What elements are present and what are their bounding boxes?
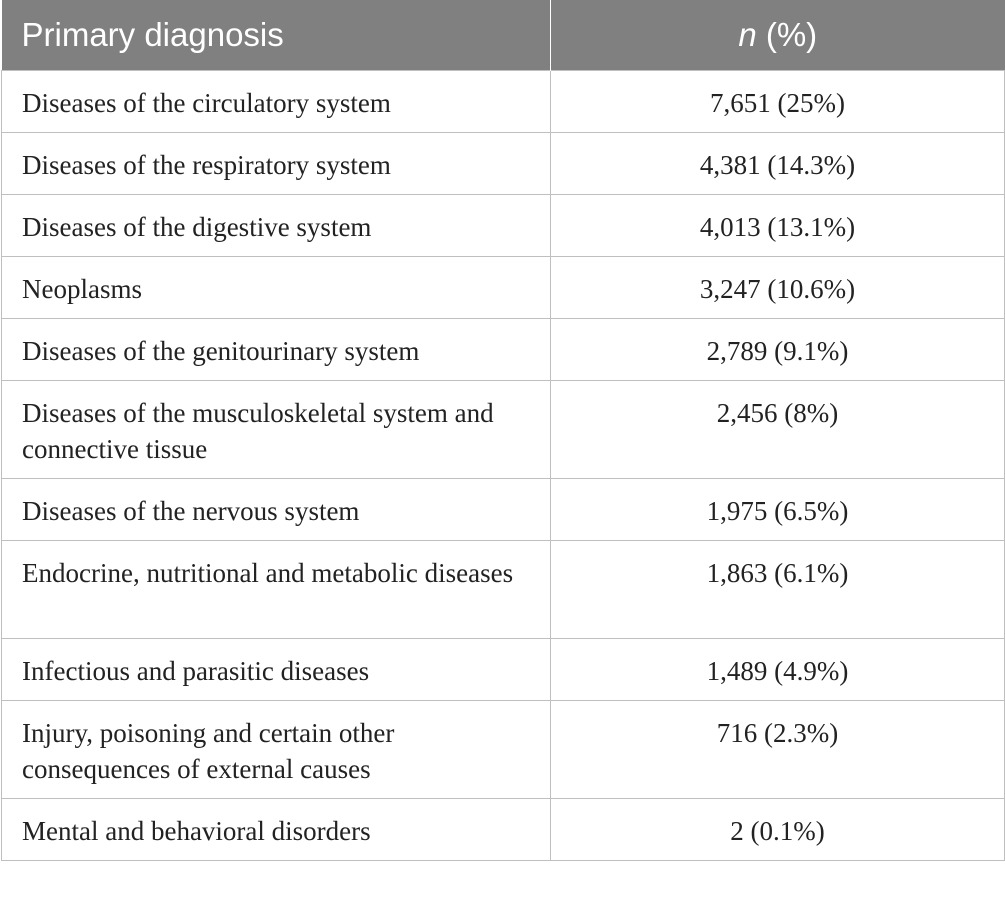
table-row [2, 319, 1005, 381]
header-n-percent [551, 0, 1005, 71]
diagnosis-cell: Infectious and parasitic diseases [2, 639, 551, 701]
header-row [2, 0, 1005, 71]
diagnosis-cell: Diseases of the nervous system [2, 479, 551, 541]
count-percent-cell: 4,013 (13.1%) [551, 195, 1005, 257]
table-row [2, 195, 1005, 257]
count-percent-cell: 4,381 (14.3%) [551, 133, 1005, 195]
diagnosis-cell: Neoplasms [2, 257, 551, 319]
count-percent-cell: 716 (2.3%) [551, 701, 1005, 799]
table-row [2, 381, 1005, 479]
table-header [2, 0, 1005, 71]
count-percent-cell: 1,975 (6.5%) [551, 479, 1005, 541]
header-n-symbol: n [738, 16, 757, 53]
table-row [2, 133, 1005, 195]
diagnosis-cell: Injury, poisoning and certain other consequences of external causes [2, 701, 551, 799]
table-row [2, 71, 1005, 133]
diagnosis-cell: Mental and behavioral disorders [2, 799, 551, 861]
table-row [2, 701, 1005, 799]
header-primary-diagnosis: Primary diagnosis [2, 0, 551, 71]
diagnosis-cell: Diseases of the genitourinary system [2, 319, 551, 381]
diagnosis-cell: Diseases of the digestive system [2, 195, 551, 257]
header-percent-label: (%) [756, 16, 818, 53]
count-percent-cell: 2,456 (8%) [551, 381, 1005, 479]
diagnosis-table [1, 0, 1005, 861]
table-row [2, 799, 1005, 861]
count-percent-cell: 1,489 (4.9%) [551, 639, 1005, 701]
table-body [2, 71, 1005, 861]
table-row [2, 639, 1005, 701]
count-percent-cell: 7,651 (25%) [551, 71, 1005, 133]
count-percent-cell: 3,247 (10.6%) [551, 257, 1005, 319]
diagnosis-cell: Diseases of the circulatory system [2, 71, 551, 133]
table-row [2, 541, 1005, 639]
table-row [2, 257, 1005, 319]
diagnosis-cell: Endocrine, nutritional and metabolic diseases [2, 541, 551, 639]
count-percent-cell: 2,789 (9.1%) [551, 319, 1005, 381]
table-row [2, 479, 1005, 541]
count-percent-cell: 1,863 (6.1%) [551, 541, 1005, 639]
diagnosis-cell: Diseases of the musculoskeletal system and connective tissue [2, 381, 551, 479]
count-percent-cell: 2 (0.1%) [551, 799, 1005, 861]
diagnosis-cell: Diseases of the respiratory system [2, 133, 551, 195]
